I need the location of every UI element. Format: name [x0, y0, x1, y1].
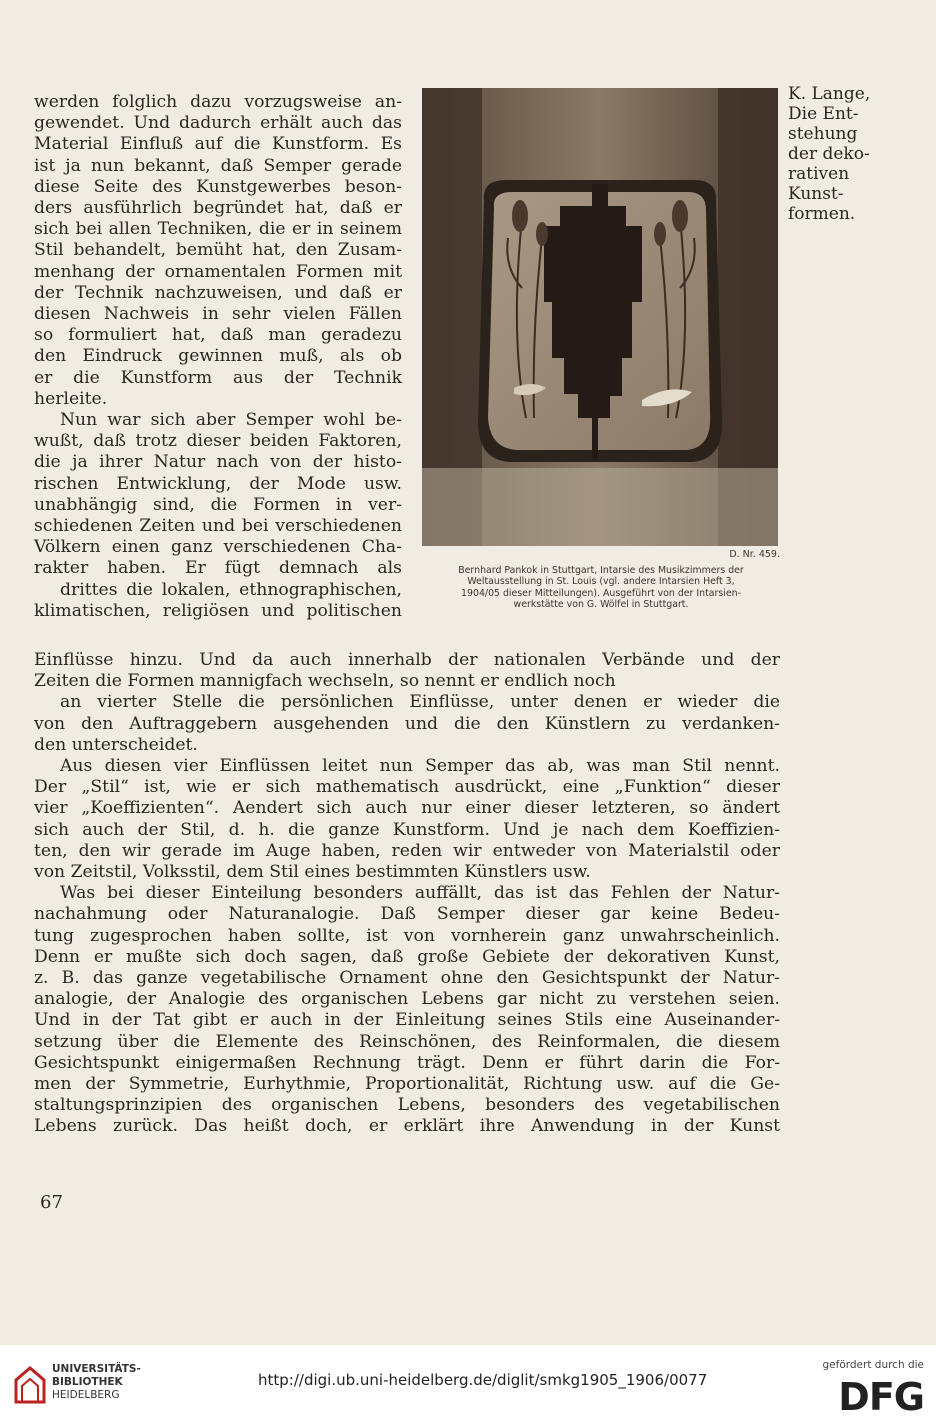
text-line: klimatischen, religiösen und politischen — [34, 600, 402, 621]
text-line: menhang der ornamentalen Formen mit — [34, 261, 402, 282]
text-line: ten, den wir gerade im Auge haben, reden wir entweder von Materialstil oder — [34, 840, 780, 861]
margin-note-line: der deko- — [788, 144, 870, 164]
intarsia-photograph — [422, 88, 778, 546]
library-name-line: BIBLIOTHEK — [52, 1376, 123, 1388]
text-line: rakter haben. Er fügt demnach als — [34, 558, 402, 579]
page-number: 67 — [40, 1192, 63, 1213]
text-line: men der Symmetrie, Eurhythmie, Proportionalität, Richtung usw. auf die Ge- — [34, 1074, 780, 1095]
library-name — [52, 1363, 141, 1402]
caption-line: werkstätte von G. Wölfel in Stuttgart. — [513, 599, 689, 611]
text-line: Zeiten die Formen mannigfach wechseln, so nennt er endlich noch — [34, 671, 616, 692]
text-line: diese Seite des Kunstgewerbes beson- — [34, 176, 402, 197]
intarsia-illustration — [422, 88, 778, 546]
margin-note-line: K. Lange, — [788, 84, 871, 104]
text-line: rischen Entwicklung, der Mode usw. — [34, 473, 402, 494]
text-line: Gesichtspunkt einigermaßen Rechnung trägt. Denn er führt darin die For- — [34, 1052, 780, 1073]
text-line: Der „Stil“ ist, wie er sich mathematisch ausdrückt, eine „Funktion“ dieser — [34, 777, 780, 798]
margin-note-line: Die Ent- — [788, 104, 859, 124]
caption-line: Bernhard Pankok in Stuttgart, Intarsie des Musikzimmers der — [458, 565, 744, 576]
text-line: an vierter Stelle die persönlichen Einflüsse, unter denen er wieder die — [60, 692, 780, 713]
text-line: von Zeitstil, Volksstil, dem Stil eines bestimmten Künstlers usw. — [34, 862, 591, 883]
text-line: der Technik nachzuweisen, und daß er — [34, 282, 402, 303]
margin-note-line: rativen — [788, 164, 850, 184]
text-line: Was bei dieser Einteilung besonders auffällt, das ist das Fehlen der Natur- — [60, 883, 780, 904]
text-line: tung zugesprochen haben sollte, ist von vornherein ganz unwahrscheinlich. — [34, 925, 780, 946]
text-line: setzung über die Elemente des Reinschönen, des Reinformalen, die diesem — [34, 1031, 780, 1052]
text-line: Stil behandelt, bemüht hat, den Zusam- — [34, 240, 402, 261]
text-line: sich bei allen Techniken, die er in seinem — [34, 219, 402, 240]
dfg-logo: DFG — [838, 1375, 924, 1419]
text-line: Nun war sich aber Semper wohl be- — [60, 410, 402, 431]
margin-note-line: Kunst- — [788, 184, 844, 204]
text-line: er die Kunstform aus der Technik — [34, 367, 402, 388]
university-library-logo — [12, 1362, 48, 1406]
text-line: diesen Nachweis in sehr vielen Fällen — [34, 304, 402, 325]
text-line: den unterscheidet. — [34, 734, 198, 755]
library-name-line: HEIDELBERG — [52, 1389, 120, 1401]
margin-note-line: stehung — [788, 124, 858, 144]
text-line: den Eindruck gewinnen muß, als ob — [34, 346, 402, 367]
text-line: Material Einfluß auf die Kunstform. Es — [34, 134, 402, 155]
text-line: unabhängig sind, die Formen in ver- — [34, 494, 402, 515]
text-line: Und in der Tat gibt er auch in der Einleitung seines Stils eine Auseinander- — [34, 1010, 780, 1031]
text-line: so formuliert hat, daß man geradezu — [34, 325, 402, 346]
text-line: gewendet. Und dadurch erhält auch das — [34, 113, 402, 134]
text-line: nachahmung oder Naturanalogie. Daß Semper dieser gar keine Bedeu- — [34, 904, 780, 925]
text-line: Denn er mußte sich doch sagen, daß große Gebiete der dekorativen Kunst, — [34, 946, 780, 967]
figure-number: D. Nr. 459. — [729, 549, 780, 560]
text-line: ist ja nun bekannt, daß Semper gerade — [34, 155, 402, 176]
left-text-column — [34, 92, 402, 622]
text-line: werden folglich dazu vorzugsweise an- — [34, 92, 402, 112]
text-line: schiedenen Zeiten und bei verschiedenen — [34, 516, 402, 537]
text-line: ders ausführlich begründet hat, daß er — [34, 198, 402, 219]
text-line: Einflüsse hinzu. Und da auch innerhalb der nationalen Verbände und der — [34, 650, 780, 670]
caption-line: Weltausstellung in St. Louis (vgl. andere Intarsien Heft 3, — [467, 576, 735, 588]
text-line: die ja ihrer Natur nach von der histo- — [34, 452, 402, 473]
text-line: analogie, der Analogie des organischen Lebens gar nicht zu verstehen seien. — [34, 989, 780, 1010]
text-line: Lebens zurück. Das heißt doch, er erklärt ihre Anwendung in der Kunst — [34, 1116, 780, 1137]
text-line: vier „Koeffizienten“. Aendert sich auch nur einer dieser letzteren, so ändert — [34, 798, 780, 819]
text-line: staltungsprinzipien des organischen Lebens, besonders des vegetabilischen — [34, 1095, 780, 1116]
digitization-footer — [0, 1345, 936, 1423]
full-width-text — [34, 650, 780, 1138]
text-line: Völkern einen ganz verschiedenen Cha- — [34, 537, 402, 558]
text-line: drittes die lokalen, ethnographischen, — [60, 579, 402, 600]
text-line: Aus diesen vier Einflüssen leitet nun Semper das ab, was man Stil nennt. — [60, 756, 780, 777]
margin-note — [788, 84, 883, 224]
support-text: gefördert durch die — [822, 1359, 924, 1371]
text-line: z. B. das ganze vegetabilische Ornament ohne den Gesichtspunkt der Natur- — [34, 968, 780, 989]
text-line: herleite. — [34, 388, 108, 409]
text-line: wußt, daß trotz dieser beiden Faktoren, — [34, 431, 402, 452]
figure-caption — [420, 565, 782, 611]
caption-line: 1904/05 dieser Mitteilungen). Ausgeführt von der Intarsien- — [461, 587, 741, 599]
library-name-line: UNIVERSITÄTS- — [52, 1363, 141, 1375]
margin-note-line: formen. — [788, 204, 856, 224]
text-line: sich auch der Stil, d. h. die ganze Kunstform. Und je nach dem Koeffizien- — [34, 819, 780, 840]
source-url-link[interactable]: http://digi.ub.uni-heidelberg.de/diglit/smkg1905_1906/0077 — [258, 1371, 708, 1389]
text-line: von den Auftraggebern ausgehenden und die den Künstlern zu verdanken- — [34, 713, 780, 734]
